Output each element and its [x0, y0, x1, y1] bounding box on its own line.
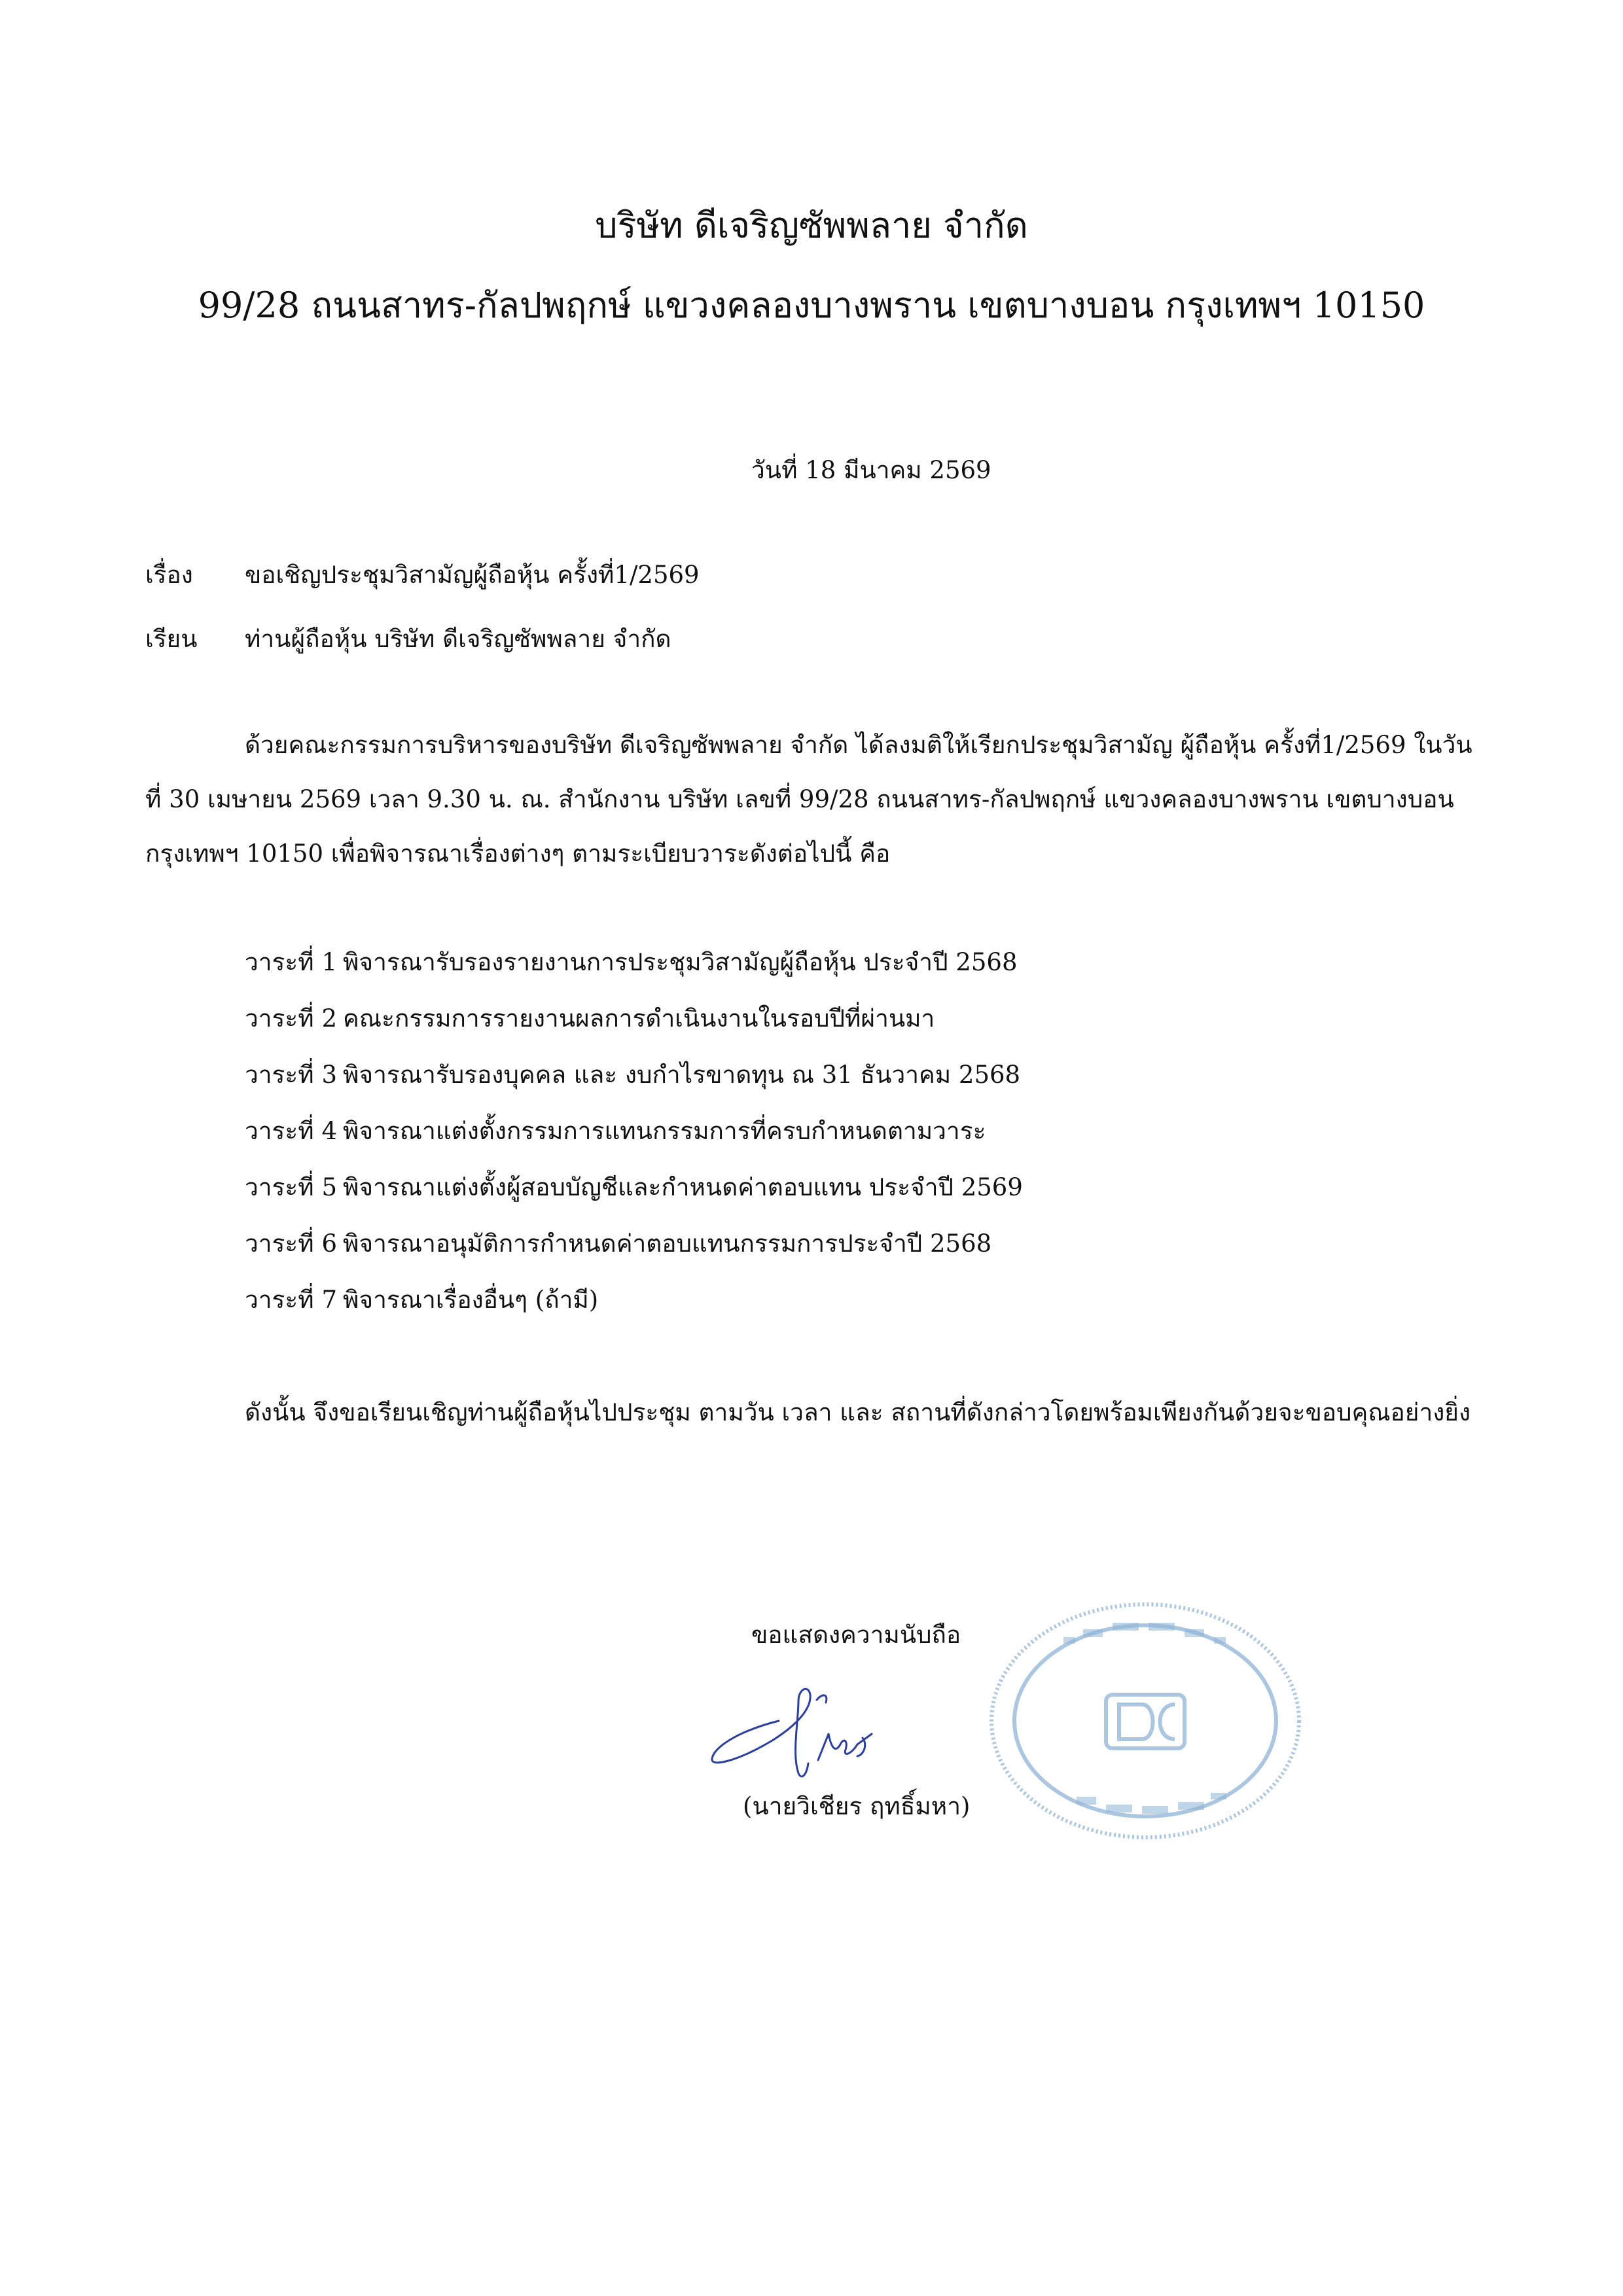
agenda-text: พิจารณารับรองรายงานการประชุมวิสามัญผู้ถือหุ้น ประจำปี 2568	[343, 948, 1018, 976]
agenda-text: พิจารณาแต่งตั้งกรรมการแทนกรรมการที่ครบกำหนดตามวาระ	[343, 1117, 986, 1145]
agenda-number: วาระที่ 3	[245, 1061, 337, 1089]
agenda-item	[245, 1119, 986, 1143]
closing-paragraph: ดังนั้น จึงขอเรียนเชิญท่านผู้ถือหุ้นไปประชุม ตามวัน เวลา และ สถานที่ดังกล่าวโดยพร้อมเพียงกันด้วยจะขอบคุณอย่างยิ่ง	[245, 1398, 1471, 1426]
body-line: ที่ 30 เมษายน 2569 เวลา 9.30 น. ณ. สำนักงาน บริษัท เลขที่ 99/28 ถนนสาทร-กัลปพฤกษ์ แขวงคลองบางพราน เขตบางบอน	[145, 785, 1454, 813]
sign-off: ขอแสดงความนับถือ	[751, 1621, 961, 1649]
agenda-item	[245, 1175, 1023, 1199]
agenda-item	[245, 950, 1018, 974]
agenda-text: คณะกรรมการรายงานผลการดำเนินงานในรอบปีที่ผ่านมา	[343, 1004, 935, 1033]
agenda-item	[245, 1231, 991, 1256]
agenda-number: วาระที่ 7	[245, 1286, 337, 1314]
agenda-text: พิจารณาเรื่องอื่นๆ (ถ้ามี)	[343, 1286, 599, 1314]
agenda-number: วาระที่ 4	[245, 1117, 337, 1145]
company-stamp-image	[985, 1597, 1306, 1845]
agenda-number: วาระที่ 2	[245, 1004, 337, 1033]
body-line: กรุงเทพฯ 10150 เพื่อพิจารณาเรื่องต่างๆ ตามระเบียบวาระดังต่อไปนี้ คือ	[145, 839, 891, 868]
agenda-number: วาระที่ 6	[245, 1229, 337, 1258]
agenda-item	[245, 1288, 598, 1312]
date-line: วันที่ 18 มีนาคม 2569	[751, 456, 991, 484]
agenda-item	[245, 1063, 1020, 1087]
agenda-number: วาระที่ 5	[245, 1173, 337, 1201]
signature-image	[700, 1682, 923, 1786]
agenda-text: พิจารณาอนุมัติการกำหนดค่าตอบแทนกรรมการประจำปี 2568	[343, 1229, 992, 1258]
company-name: บริษัท ดีเจริญซัพพลาย จำกัด	[595, 205, 1028, 246]
company-address: 99/28 ถนนสาทร-กัลปพฤกษ์ แขวงคลองบางพราน เขตบางบอน กรุงเทพฯ 10150	[198, 285, 1425, 326]
body-line: ด้วยคณะกรรมการบริหารของบริษัท ดีเจริญซัพพลาย จำกัด ได้ลงมติให้เรียกประชุมวิสามัญ ผู้ถือหุ้น ครั้งที่1/2569 ในวัน	[245, 731, 1472, 759]
recipient-text: ท่านผู้ถือหุ้น บริษัท ดีเจริญซัพพลาย จำกัด	[245, 625, 671, 653]
signatory-name: (นายวิเชียร ฤทธิ์มหา)	[743, 1792, 971, 1820]
agenda-text: พิจารณาแต่งตั้งผู้สอบบัญชีและกำหนดค่าตอบแทน ประจำปี 2569	[343, 1173, 1023, 1201]
subject-label: เรื่อง	[145, 561, 193, 589]
agenda-text: พิจารณารับรองบุคคล และ งบกำไรขาดทุน ณ 31 ธันวาคม 2568	[343, 1061, 1021, 1089]
agenda-number: วาระที่ 1	[245, 948, 337, 976]
subject-text: ขอเชิญประชุมวิสามัญผู้ถือหุ้น ครั้งที่1/2569	[245, 561, 700, 589]
recipient-label: เรียน	[145, 625, 198, 653]
agenda-item	[245, 1006, 935, 1031]
